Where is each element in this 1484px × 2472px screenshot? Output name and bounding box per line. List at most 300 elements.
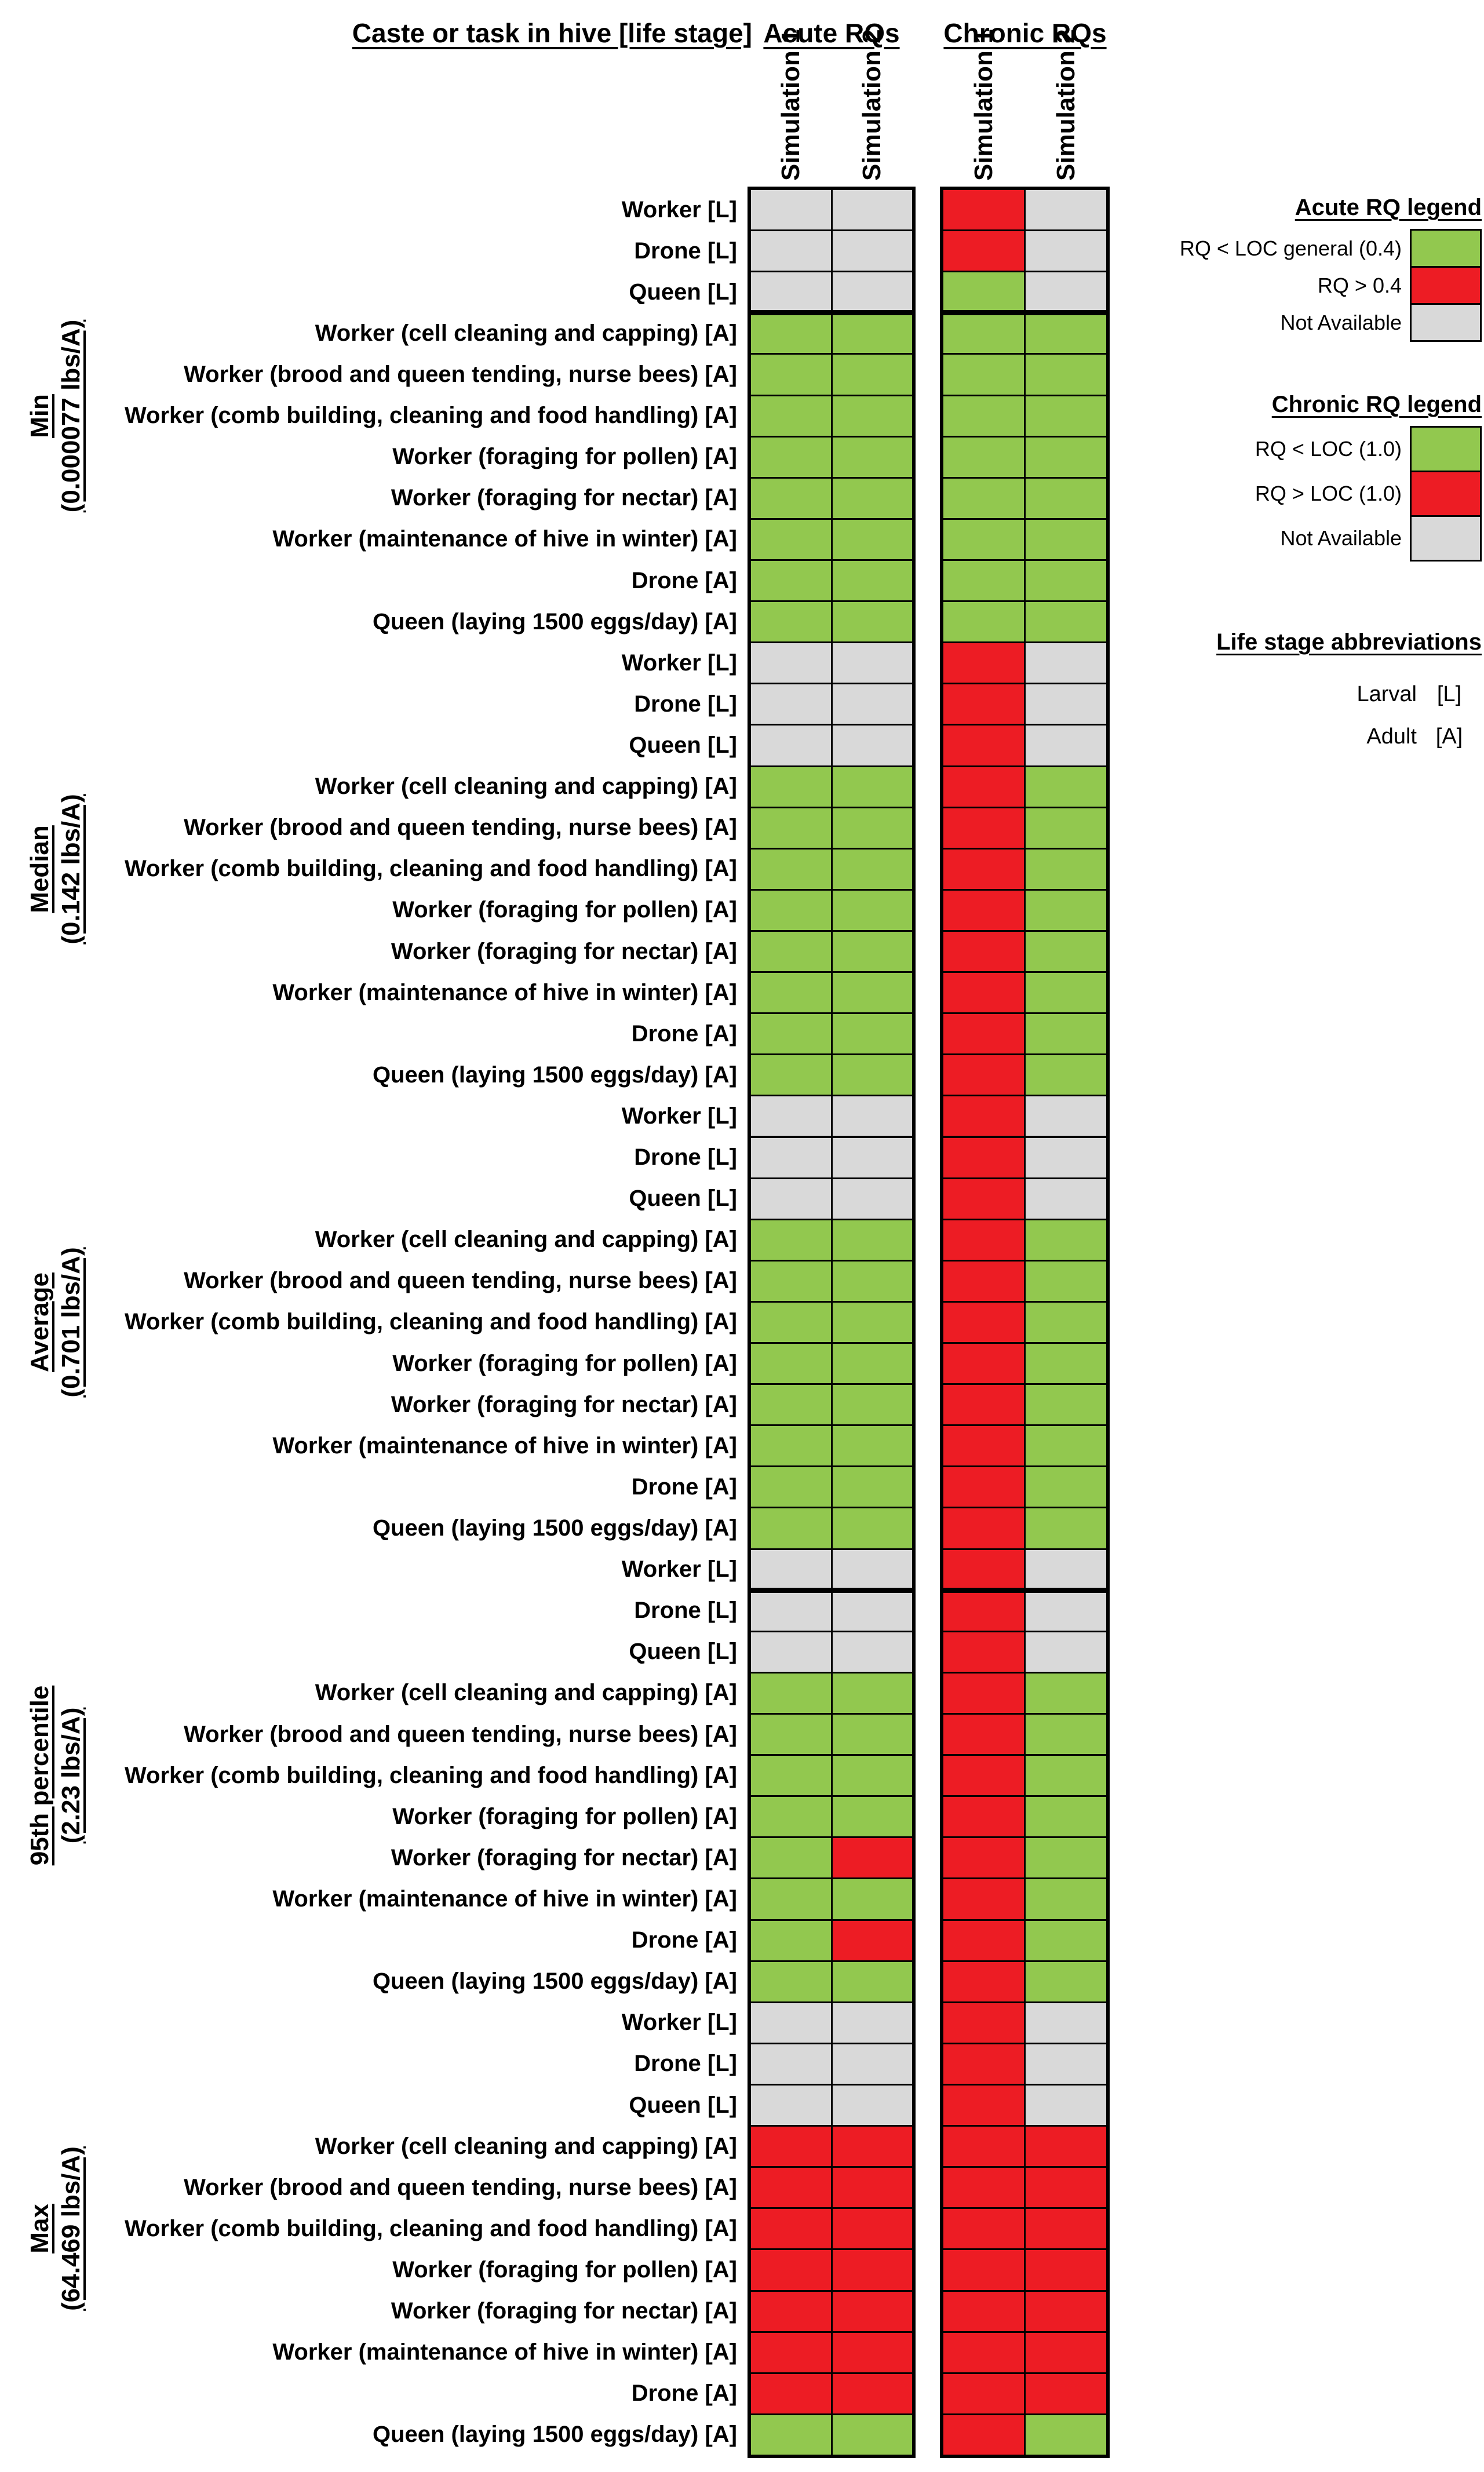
rq-cell xyxy=(833,2044,913,2084)
row-label: Worker (maintenance of hive in winter) [A] xyxy=(272,526,737,552)
rq-cell xyxy=(751,1138,831,1177)
rq-cell xyxy=(833,2250,913,2289)
rq-cell xyxy=(1026,849,1106,889)
rq-cell xyxy=(1026,2415,1106,2455)
rq-cell xyxy=(943,1756,1024,1795)
thick-separator xyxy=(940,310,1110,315)
rq-cell xyxy=(751,932,831,971)
simulation-column-label: Simulation 2 xyxy=(858,29,887,181)
rq-cell xyxy=(833,973,913,1012)
thick-separator xyxy=(940,1588,1110,1593)
caste-task-header: Caste or task in hive [life stage] xyxy=(352,18,752,48)
rq-cell xyxy=(751,1797,831,1836)
row-label: Worker (foraging for nectar) [A] xyxy=(391,2298,737,2324)
row-label: Worker (foraging for nectar) [A] xyxy=(391,485,737,511)
rq-cell xyxy=(943,1426,1024,1465)
rq-cell xyxy=(751,1632,831,1672)
rq-cell xyxy=(833,2209,913,2248)
rq-cell xyxy=(751,2209,831,2248)
red-swatch xyxy=(1410,266,1482,305)
rq-cell xyxy=(833,1179,913,1219)
simulation-column-label: Simulation 2 xyxy=(1051,29,1080,181)
rq-cell xyxy=(751,2085,831,2125)
legend-item-label: Not Available xyxy=(1280,526,1402,550)
row-label: Drone [L] xyxy=(634,1598,737,1624)
rq-cell xyxy=(1026,355,1106,394)
rq-cell xyxy=(833,1838,913,1877)
row-label: Worker (brood and queen tending, nurse bees) [A] xyxy=(184,1721,737,1747)
rq-cell xyxy=(1026,2127,1106,2166)
rq-cell xyxy=(833,1014,913,1053)
rq-cell xyxy=(943,1962,1024,2001)
rq-cell xyxy=(1026,2374,1106,2413)
rq-cell xyxy=(1026,1508,1106,1548)
row-label: Drone [L] xyxy=(634,1144,737,1171)
rq-cell xyxy=(943,1921,1024,1960)
rate-group-name: 95th percentile xyxy=(25,1685,54,1866)
row-label: Worker (maintenance of hive in winter) [A] xyxy=(272,979,737,1005)
rq-cell xyxy=(833,2127,913,2166)
row-label: Queen [L] xyxy=(629,279,737,305)
chronic-rqs-header: Chronic RQs xyxy=(943,18,1107,48)
rq-cell xyxy=(751,479,831,518)
row-label: Worker (cell cleaning and capping) [A] xyxy=(315,1227,737,1253)
rq-cell xyxy=(1026,1879,1106,1919)
rq-cell xyxy=(943,2292,1024,2331)
legend-item-label: RQ > LOC (1.0) xyxy=(1255,482,1402,505)
rate-group-label xyxy=(22,1985,89,2472)
rq-cell xyxy=(751,1962,831,2001)
rq-cell xyxy=(1026,891,1106,930)
rate-group-name: Average xyxy=(25,1272,54,1373)
row-label: Queen (laying 1500 eggs/day) [A] xyxy=(372,2422,737,2448)
rq-cell xyxy=(833,437,913,477)
rq-cell xyxy=(1026,1756,1106,1795)
rq-cell xyxy=(751,1344,831,1383)
legend-item xyxy=(1089,426,1482,472)
rq-cell xyxy=(751,520,831,559)
rq-cell xyxy=(943,1550,1024,1589)
row-label: Worker (maintenance of hive in winter) [A] xyxy=(272,1432,737,1459)
rq-cell xyxy=(751,1879,831,1919)
legend-item xyxy=(1089,471,1482,517)
rq-cell xyxy=(943,1096,1024,1136)
legend-item xyxy=(1089,303,1482,342)
rq-cell xyxy=(943,808,1024,848)
rate-group-value: (0.142 lbs/A) xyxy=(57,794,85,945)
rq-cell xyxy=(751,1179,831,1219)
rq-cell xyxy=(1026,2292,1106,2331)
rq-cell xyxy=(943,1303,1024,1342)
rate-group-name: Median xyxy=(25,825,54,913)
gray-swatch xyxy=(1410,515,1482,562)
row-label: Worker [L] xyxy=(621,1556,737,1583)
rq-cell xyxy=(1026,2333,1106,2372)
rate-group-label xyxy=(22,1532,89,2019)
row-label: Worker (foraging for pollen) [A] xyxy=(392,2257,737,2283)
row-label: Queen [L] xyxy=(629,1186,737,1212)
rq-cell xyxy=(751,1508,831,1548)
rq-cell xyxy=(833,602,913,641)
rq-cell xyxy=(1026,1385,1106,1424)
row-label: Worker (brood and queen tending, nurse bees) [A] xyxy=(184,361,737,387)
row-label: Worker (foraging for pollen) [A] xyxy=(392,897,737,923)
rq-cell xyxy=(943,190,1024,229)
row-label: Worker (cell cleaning and capping) [A] xyxy=(315,774,737,800)
rq-cell xyxy=(833,1220,913,1260)
rq-cell xyxy=(1026,932,1106,971)
rq-cell xyxy=(833,2003,913,2043)
row-label: Worker (cell cleaning and capping) [A] xyxy=(315,2133,737,2159)
rq-cell xyxy=(751,2250,831,2289)
green-swatch xyxy=(1410,229,1482,268)
rq-cell xyxy=(751,2292,831,2331)
life-stage-abbr: [L] xyxy=(1436,682,1462,706)
rq-cell xyxy=(751,437,831,477)
rate-group-name: Max xyxy=(25,2204,54,2254)
row-label: Queen [L] xyxy=(629,732,737,758)
rq-cell xyxy=(1026,1138,1106,1177)
rq-cell xyxy=(1026,2003,1106,2043)
rq-cell xyxy=(833,1962,913,2001)
rq-cell xyxy=(943,2003,1024,2043)
rate-group-label xyxy=(22,173,89,659)
row-label: Queen [L] xyxy=(629,1639,737,1665)
rq-cell xyxy=(833,1673,913,1713)
rq-cell xyxy=(833,1344,913,1383)
rq-cell xyxy=(751,1303,831,1342)
rq-cell xyxy=(1026,2250,1106,2289)
legend-item xyxy=(1089,266,1482,305)
legend-item-label: RQ < LOC (1.0) xyxy=(1255,437,1402,461)
rq-cell xyxy=(1026,2044,1106,2084)
rq-cell xyxy=(1026,808,1106,848)
rq-cell xyxy=(1026,1467,1106,1507)
rq-cell xyxy=(1026,1962,1106,2001)
rq-cell xyxy=(751,1921,831,1960)
rq-cell xyxy=(833,1756,913,1795)
row-label: Drone [A] xyxy=(631,1474,737,1500)
row-label: Worker (comb building, cleaning and food handling) [A] xyxy=(125,1309,737,1335)
rq-cell xyxy=(751,2374,831,2413)
rq-cell xyxy=(833,1467,913,1507)
row-label: Worker [L] xyxy=(621,2010,737,2036)
rq-cell xyxy=(943,1797,1024,1836)
rq-cell xyxy=(751,643,831,683)
rq-cell xyxy=(751,1261,831,1301)
legend-item xyxy=(1089,515,1482,562)
rq-cell xyxy=(943,231,1024,271)
acute-rqs-header: Acute RQs xyxy=(763,18,900,48)
rate-group-label xyxy=(22,1079,89,1566)
rq-cell xyxy=(751,1055,831,1095)
rq-cell xyxy=(943,1715,1024,1754)
rq-cell xyxy=(833,2333,913,2372)
rq-cell xyxy=(1026,1591,1106,1631)
rq-cell xyxy=(833,808,913,848)
rq-cell xyxy=(751,725,831,765)
row-label: Worker (foraging for pollen) [A] xyxy=(392,1350,737,1376)
row-label: Worker (comb building, cleaning and food handling) [A] xyxy=(125,1762,737,1788)
thick-separator xyxy=(748,1588,916,1593)
rq-cell xyxy=(751,808,831,848)
rq-cell xyxy=(943,2168,1024,2207)
rq-cell xyxy=(751,2044,831,2084)
row-label: Worker (comb building, cleaning and food handling) [A] xyxy=(125,856,737,882)
rq-cell xyxy=(751,355,831,394)
rq-cell xyxy=(751,2003,831,2043)
rq-cell xyxy=(833,396,913,436)
rq-cell xyxy=(943,1591,1024,1631)
row-label: Worker (foraging for nectar) [A] xyxy=(391,938,737,964)
rq-cell xyxy=(833,891,913,930)
life-stage-legend-title: Life stage abbreviations xyxy=(1216,629,1482,655)
row-label: Worker (brood and queen tending, nurse bees) [A] xyxy=(184,815,737,841)
row-label: Worker (foraging for pollen) [A] xyxy=(392,1803,737,1829)
rq-cell xyxy=(1026,1673,1106,1713)
rq-cell xyxy=(833,932,913,971)
rq-cell xyxy=(943,849,1024,889)
rq-cell xyxy=(1026,1261,1106,1301)
rq-cell xyxy=(943,479,1024,518)
rq-cell xyxy=(751,2127,831,2166)
rq-cell xyxy=(751,1756,831,1795)
row-label: Worker (comb building, cleaning and food handling) [A] xyxy=(125,2215,737,2241)
life-stage-label: Adult xyxy=(1366,724,1417,749)
rq-cell xyxy=(751,1385,831,1424)
row-label: Worker (cell cleaning and capping) [A] xyxy=(315,1680,737,1706)
simulation-column-label: Simulation 1 xyxy=(776,29,805,181)
rq-cell xyxy=(751,1838,831,1877)
rq-cell xyxy=(833,725,913,765)
rq-cell xyxy=(751,2415,831,2455)
row-label: Drone [A] xyxy=(631,1020,737,1047)
rate-group-value: (2.23 lbs/A) xyxy=(57,1707,85,1844)
rq-cell xyxy=(943,561,1024,600)
rq-cell xyxy=(833,1138,913,1177)
row-label: Worker [L] xyxy=(621,650,737,676)
rq-cell xyxy=(833,1055,913,1095)
rq-cell xyxy=(1026,1179,1106,1219)
rq-cell xyxy=(751,1715,831,1754)
rq-cell xyxy=(1026,1344,1106,1383)
row-label: Worker (brood and queen tending, nurse bees) [A] xyxy=(184,2174,737,2200)
rq-cell xyxy=(751,561,831,600)
rq-cell xyxy=(833,520,913,559)
rq-cell xyxy=(943,2044,1024,2084)
rq-cell xyxy=(833,1921,913,1960)
rq-cell xyxy=(943,891,1024,930)
rq-cell xyxy=(1026,2085,1106,2125)
rq-cell xyxy=(833,2168,913,2207)
simulation-column-label: Simulation 1 xyxy=(969,29,998,181)
rq-cell xyxy=(943,520,1024,559)
rq-cell xyxy=(943,1632,1024,1672)
rq-cell xyxy=(1026,2209,1106,2248)
rq-cell xyxy=(833,2415,913,2455)
rq-cell xyxy=(833,313,913,353)
rq-cell xyxy=(751,2168,831,2207)
rq-cell xyxy=(751,1591,831,1631)
row-label: Worker (cell cleaning and capping) [A] xyxy=(315,320,737,346)
rq-cell xyxy=(833,2292,913,2331)
rq-cell xyxy=(833,1550,913,1589)
row-label: Drone [L] xyxy=(634,238,737,264)
rq-cell xyxy=(833,479,913,518)
legend-item-label: RQ < LOC general (0.4) xyxy=(1179,236,1402,260)
row-label: Worker (brood and queen tending, nurse bees) [A] xyxy=(184,1268,737,1294)
acute-rq-legend xyxy=(1089,195,1482,342)
legend-item xyxy=(1089,229,1482,268)
rq-cell xyxy=(751,313,831,353)
rq-cell xyxy=(751,767,831,807)
rq-cell xyxy=(833,1591,913,1631)
row-label: Queen (laying 1500 eggs/day) [A] xyxy=(372,1062,737,1088)
rq-cell xyxy=(833,767,913,807)
green-swatch xyxy=(1410,426,1482,472)
thick-separator xyxy=(748,310,916,315)
rq-cell xyxy=(833,1426,913,1465)
rq-cell xyxy=(1026,1014,1106,1053)
chronic-rq-legend xyxy=(1089,392,1482,562)
rate-group-name: Min xyxy=(25,393,54,438)
rq-cell xyxy=(751,1426,831,1465)
rq-cell xyxy=(943,602,1024,641)
rq-cell xyxy=(751,891,831,930)
rq-cell xyxy=(943,396,1024,436)
acute-legend-title: Acute RQ legend xyxy=(1295,195,1482,220)
row-label: Queen (laying 1500 eggs/day) [A] xyxy=(372,608,737,635)
row-label: Worker (foraging for nectar) [A] xyxy=(391,1844,737,1871)
life-stage-abbr: [A] xyxy=(1435,724,1463,749)
rq-cell xyxy=(943,1673,1024,1713)
rq-cell xyxy=(1026,1055,1106,1095)
row-label: Drone [L] xyxy=(634,691,737,717)
row-label: Worker (maintenance of hive in winter) [A] xyxy=(272,2339,737,2365)
rq-cell xyxy=(1026,1921,1106,1960)
rq-cell xyxy=(943,725,1024,765)
rq-cell xyxy=(833,1385,913,1424)
row-label: Worker (maintenance of hive in winter) [A] xyxy=(272,1886,737,1912)
rq-cell xyxy=(943,1344,1024,1383)
rq-cell xyxy=(1026,1220,1106,1260)
rq-cell xyxy=(1026,1797,1106,1836)
rq-cell xyxy=(943,1385,1024,1424)
rq-cell xyxy=(943,2085,1024,2125)
rq-cell xyxy=(833,1879,913,1919)
rq-cell xyxy=(943,1261,1024,1301)
rate-group-value: (0.000077 lbs/A) xyxy=(57,319,85,512)
rq-cell xyxy=(751,1550,831,1589)
rq-cell xyxy=(1026,1096,1106,1136)
row-label: Drone [A] xyxy=(631,2380,737,2407)
legend-item-label: RQ > 0.4 xyxy=(1317,273,1402,297)
row-label: Worker [L] xyxy=(621,1103,737,1129)
rq-cell xyxy=(943,313,1024,353)
rq-cell xyxy=(751,2333,831,2372)
rq-cell xyxy=(751,1014,831,1053)
row-label: Queen [L] xyxy=(629,2092,737,2118)
rq-cell xyxy=(1026,973,1106,1012)
rq-cell xyxy=(943,1508,1024,1548)
rq-cell xyxy=(1026,2168,1106,2207)
rq-cell xyxy=(943,355,1024,394)
rq-cell xyxy=(1026,1715,1106,1754)
rq-cell xyxy=(1026,1303,1106,1342)
red-swatch xyxy=(1410,471,1482,517)
row-label: Worker [L] xyxy=(621,196,737,223)
rq-cell xyxy=(1026,1426,1106,1465)
rq-cell xyxy=(751,602,831,641)
rq-cell xyxy=(1026,1838,1106,1877)
row-label: Queen (laying 1500 eggs/day) [A] xyxy=(372,1968,737,1995)
rq-cell xyxy=(943,1220,1024,1260)
rq-cell xyxy=(833,1096,913,1136)
rq-cell xyxy=(833,190,913,229)
rq-cell xyxy=(943,2209,1024,2248)
legend-item-label: Not Available xyxy=(1280,310,1402,334)
rq-cell xyxy=(833,561,913,600)
rq-cell xyxy=(833,231,913,271)
rq-cell xyxy=(943,684,1024,724)
rq-cell xyxy=(751,849,831,889)
row-label: Worker (comb building, cleaning and food handling) [A] xyxy=(125,403,737,429)
rq-cell xyxy=(943,2250,1024,2289)
rq-cell xyxy=(1026,767,1106,807)
rq-cell xyxy=(943,643,1024,683)
rq-cell xyxy=(751,1467,831,1507)
gray-swatch xyxy=(1410,303,1482,342)
row-label: Queen (laying 1500 eggs/day) [A] xyxy=(372,1515,737,1541)
rq-cell xyxy=(751,1673,831,1713)
rq-cell xyxy=(943,767,1024,807)
rq-cell xyxy=(751,231,831,271)
rq-cell xyxy=(943,437,1024,477)
rate-group-value: (64.469 lbs/A) xyxy=(57,2146,85,2311)
rq-cell xyxy=(751,190,831,229)
row-label: Drone [A] xyxy=(631,567,737,593)
rq-cell xyxy=(943,1138,1024,1177)
rq-cell xyxy=(751,973,831,1012)
rq-cell xyxy=(943,1014,1024,1053)
rq-cell xyxy=(1026,561,1106,600)
rq-cell xyxy=(833,1632,913,1672)
rq-cell xyxy=(833,355,913,394)
rq-cell xyxy=(943,973,1024,1012)
rq-cell xyxy=(943,272,1024,312)
row-label: Worker (foraging for pollen) [A] xyxy=(392,444,737,470)
row-label: Drone [L] xyxy=(634,2051,737,2077)
rq-cell xyxy=(833,1261,913,1301)
rq-cell xyxy=(833,1508,913,1548)
rq-cell xyxy=(943,1467,1024,1507)
life-stage-legend xyxy=(1089,629,1482,749)
rq-cell xyxy=(751,684,831,724)
rq-cell xyxy=(833,684,913,724)
rq-cell xyxy=(833,272,913,312)
life-stage-item xyxy=(1089,682,1482,707)
rq-cell xyxy=(943,2374,1024,2413)
rq-cell xyxy=(943,932,1024,971)
rq-cell xyxy=(943,1055,1024,1095)
row-label: Worker (foraging for nectar) [A] xyxy=(391,1391,737,1417)
rq-cell xyxy=(833,1303,913,1342)
rq-cell xyxy=(833,849,913,889)
rate-group-value: (0.701 lbs/A) xyxy=(57,1247,85,1398)
life-stage-item xyxy=(1089,724,1482,749)
rq-cell xyxy=(943,2333,1024,2372)
rq-cell xyxy=(943,2127,1024,2166)
